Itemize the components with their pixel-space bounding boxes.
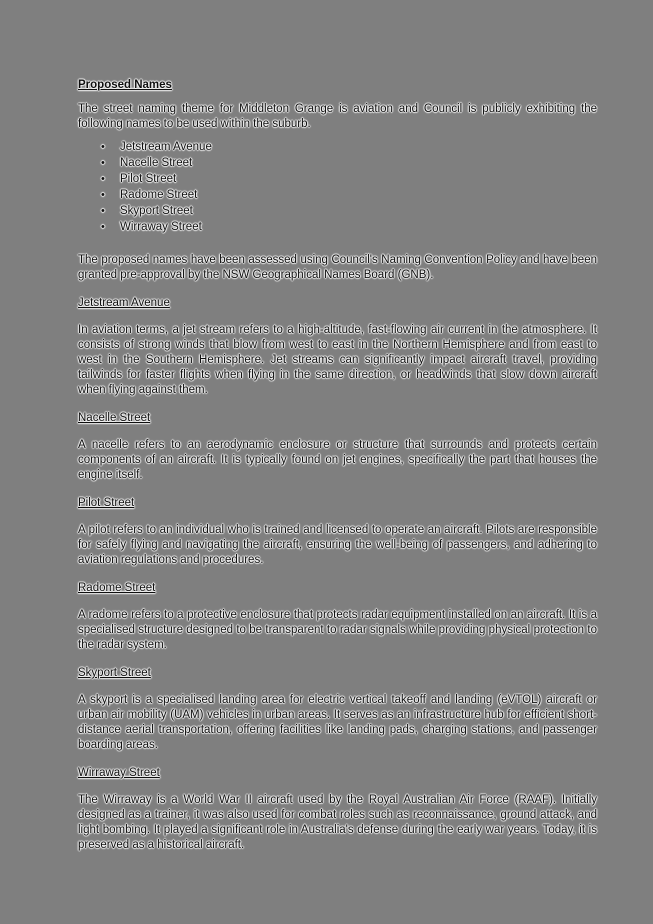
section-heading: Wirraway Street xyxy=(78,767,160,779)
bullet-icon: • xyxy=(101,189,105,201)
section-paragraph: The Wirraway is a World War II aircraft used by the Royal Australian Air Force (RAAF). Initially designed as a trainer, it was also used for combat roles such as reconnaissance, ground attack, and light bombing. It played a significant role in Australia's defense during the early war years. Today, it is preserved as a historical aircraft. xyxy=(78,794,597,851)
section-heading: Pilot Street xyxy=(78,497,135,509)
list-item xyxy=(78,187,597,203)
document-title: Proposed Names xyxy=(78,79,172,91)
bullet-icon: • xyxy=(101,157,105,169)
street-name: Skyport Street xyxy=(120,205,193,217)
list-item xyxy=(78,203,597,219)
section-heading: Nacelle Street xyxy=(78,412,151,424)
bullet-icon: • xyxy=(101,221,105,233)
section-radome-street xyxy=(78,580,597,653)
bullet-icon: • xyxy=(101,141,105,153)
bullet-icon: • xyxy=(101,173,105,185)
section-heading: Radome Street xyxy=(78,582,156,594)
intro-paragraph: The street naming theme for Middleton Grange is aviation and Council is publicly exhibiting the following names to be used within the suburb. xyxy=(78,103,597,130)
section-paragraph: A nacelle refers to an aerodynamic enclosure or structure that surrounds and protects certain components of an aircraft. It is typically found on jet engines, specifically the part that houses the engine itself. xyxy=(78,439,597,481)
section-pilot-street xyxy=(78,495,597,568)
bullet-icon: • xyxy=(101,205,105,217)
section-wirraway-street xyxy=(78,765,597,853)
street-name: Nacelle Street xyxy=(120,157,193,169)
section-paragraph: A radome refers to a protective enclosure that protects radar equipment installed on an aircraft. It is a specialised structure designed to be transparent to radar signals while providing physical protection to the radar system. xyxy=(78,609,597,651)
document-page xyxy=(78,79,597,860)
proposed-names-list xyxy=(78,139,597,235)
section-jetstream-avenue xyxy=(78,295,597,398)
section-skyport-street xyxy=(78,665,597,753)
street-name: Pilot Street xyxy=(120,173,177,185)
list-item xyxy=(78,219,597,235)
list-item xyxy=(78,171,597,187)
section-heading: Skyport Street xyxy=(78,667,151,679)
street-name: Jetstream Avenue xyxy=(120,141,212,153)
section-heading: Jetstream Avenue xyxy=(78,297,170,309)
section-paragraph: In aviation terms, a jet stream refers to a high-altitude, fast-flowing air current in the atmosphere. It consists of strong winds that blow from west to east in the Northern Hemisphere and from east to west in the Southern Hemisphere. Jet streams can significantly impact aircraft travel, providing tailwinds for faster flights when flying in the same direction, or headwinds that slow down aircraft when flying against them. xyxy=(78,324,597,396)
list-item xyxy=(78,139,597,155)
section-paragraph: A pilot refers to an individual who is trained and licensed to operate an aircraft. Pilots are responsible for safely flying and navigating the aircraft, ensuring the well-being of passengers, and adhering to aviation regulations and procedures. xyxy=(78,524,597,566)
street-name: Radome Street xyxy=(120,189,198,201)
section-paragraph: A skyport is a specialised landing area for electric vertical takeoff and landing (eVTOL) aircraft or urban air mobility (UAM) vehicles in urban areas. It serves as an infrastructure hub for efficient short-distance aerial transportation, offering facilities like landing pads, charging stations, and passenger boarding areas. xyxy=(78,694,597,751)
street-name: Wirraway Street xyxy=(120,221,202,233)
section-nacelle-street xyxy=(78,410,597,483)
approval-paragraph: The proposed names have been assessed using Council's Naming Convention Policy and have been granted pre-approval by the NSW Geographical Names Board (GNB). xyxy=(78,254,597,281)
list-item xyxy=(78,155,597,171)
